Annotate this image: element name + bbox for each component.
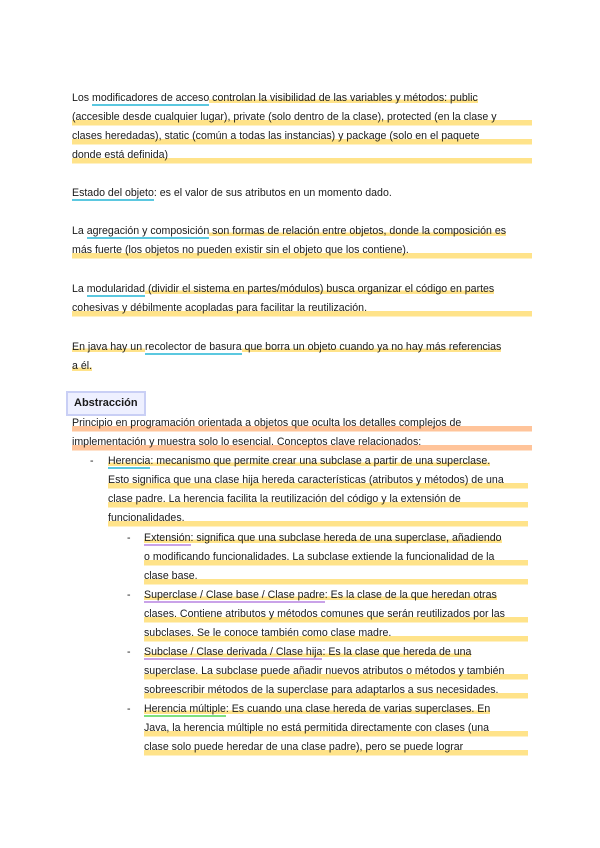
text-line	[144, 529, 528, 548]
keyword-underlined: Herencia	[108, 455, 151, 467]
text-line: donde está definida)	[72, 146, 532, 165]
text-span: La	[72, 283, 87, 295]
subbullet-multiple-inheritance	[144, 700, 528, 757]
keyword-underlined: Superclase / Clase base / Clase padre	[144, 589, 325, 601]
paragraph-modularity	[72, 280, 532, 318]
subbullet-superclass	[144, 586, 528, 643]
highlighted-text: : significa que una subclase hereda de una superclase, añadiendo	[190, 532, 502, 544]
text-line: clases heredadas), static (común a todas las instancias) y package (solo en el paquete	[72, 127, 532, 146]
subbullet-extension	[144, 529, 528, 586]
highlighted-text: son formas de relación entre objetos, donde la composición es	[209, 225, 507, 237]
text-line: más fuerte (los objetos no pueden existir sin el objeto que los contiene).	[72, 241, 532, 260]
text-line: clase base.	[144, 567, 528, 586]
highlighted-text: controlan la visibilidad de las variables y métodos: public	[209, 92, 478, 104]
text-line: sobreescribir métodos de la superclase para adaptarlos a sus necesidades.	[144, 681, 528, 700]
bullet-inheritance	[108, 452, 528, 528]
highlighted-text: que borra un objeto cuando ya no hay más referencias	[241, 341, 502, 353]
text-line: superclase. La subclase puede añadir nuevos atributos o métodos y también	[144, 662, 528, 681]
highlighted-text: a él.	[72, 360, 93, 372]
keyword-underlined: Subclase / Clase derivada / Clase hija	[144, 646, 323, 658]
bullet-dash: -	[127, 703, 131, 715]
text-line	[72, 280, 532, 299]
text-span: La	[72, 225, 87, 237]
text-line	[144, 586, 528, 605]
keyword-underlined: recolector de basura	[145, 341, 242, 353]
bullet-dash: -	[127, 532, 131, 544]
keyword-underlined: Herencia múltiple	[144, 703, 226, 715]
text-line: clase solo puede heredar de una clase padre), pero se puede lograr	[144, 738, 528, 757]
highlighted-text: : Es la clase de la que heredan otras	[324, 589, 497, 601]
text-line: Java, la herencia múltiple no está permitida directamente con clases (una	[144, 719, 528, 738]
text-line: clase padre. La herencia facilita la reutilización del código y la extensión de	[108, 490, 528, 509]
bullet-dash: -	[90, 455, 94, 467]
text-line	[72, 222, 532, 241]
highlighted-text: : mecanismo que permite crear una subclase a partir de una superclase.	[150, 455, 491, 467]
highlighted-text: (dividir el sistema en partes/módulos) busca organizar el código en partes	[145, 283, 495, 295]
keyword-underlined: Estado del objeto	[72, 187, 154, 199]
text-line	[144, 643, 528, 662]
subbullet-subclass	[144, 643, 528, 700]
keyword-underlined: modularidad	[86, 283, 146, 295]
text-line: funcionalidades.	[108, 509, 528, 528]
highlighted-text: : Es cuando una clase hereda de varias superclases. En	[225, 703, 491, 715]
text-line: Principio en programación orientada a objetos que oculta los detalles complejos de	[72, 414, 532, 433]
paragraph-garbage-collector	[72, 338, 532, 376]
text-line: cohesivas y débilmente acopladas para facilitar la reutilización.	[72, 299, 532, 318]
paragraph-abstraction-intro	[72, 414, 532, 452]
keyword-underlined: Extensión	[144, 532, 191, 544]
text-line: o modificando funcionalidades. La subclase extiende la funcionalidad de la	[144, 548, 528, 567]
paragraph-aggregation	[72, 222, 532, 260]
text-line	[72, 89, 532, 108]
text-line	[72, 184, 532, 203]
section-title-abstraction: Abstracción	[66, 391, 146, 416]
paragraph-object-state	[72, 184, 532, 203]
bullet-dash: -	[127, 589, 131, 601]
text-line: clases. Contiene atributos y métodos comunes que serán reutilizados por las	[144, 605, 528, 624]
paragraph-access-modifiers	[72, 89, 532, 165]
highlighted-text: : Es la clase que hereda de una	[322, 646, 472, 658]
keyword-underlined: agregación y composición	[86, 225, 210, 237]
text-line: subclases. Se le conoce también como clase madre.	[144, 624, 528, 643]
bullet-dash: -	[127, 646, 131, 658]
text-span: : es el valor de sus atributos en un momento dado.	[153, 187, 392, 199]
highlighted-text: En java hay un	[72, 341, 146, 353]
keyword-underlined: modificadores de acceso	[92, 92, 210, 104]
text-line: implementación y muestra solo lo esencial. Conceptos clave relacionados:	[72, 433, 532, 452]
text-line	[144, 700, 528, 719]
text-line	[108, 452, 528, 471]
text-line	[72, 338, 532, 357]
text-line: Esto significa que una clase hija hereda características (atributos y métodos) de una	[108, 471, 528, 490]
text-line: (accesible desde cualquier lugar), private (solo dentro de la clase), protected (en la clase y	[72, 108, 532, 127]
text-span: Los	[72, 92, 93, 104]
